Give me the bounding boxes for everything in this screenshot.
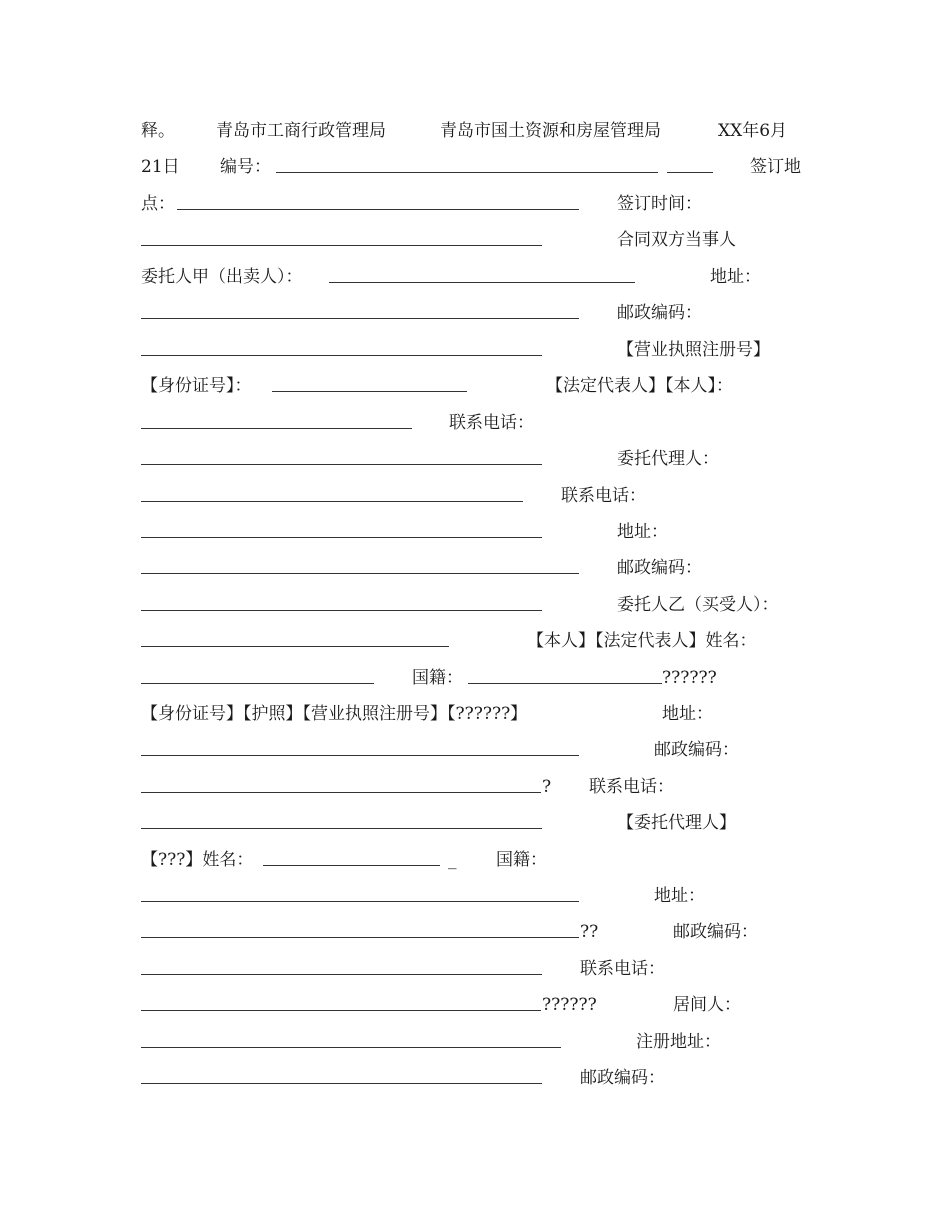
blank-agent-address[interactable] (141, 573, 579, 574)
text-garbled-mark: ? (542, 777, 552, 797)
blank-buyer-postal-code[interactable] (141, 792, 541, 793)
doc-line (0, 1027, 950, 1057)
blank-contract-number[interactable] (276, 172, 658, 173)
blank-signing-place[interactable] (177, 209, 579, 210)
text-date-day: 21日 (141, 157, 180, 177)
label-agent-postal-code: 邮政编码： (617, 558, 702, 578)
text-date-year-month: XX年6月 (718, 121, 788, 141)
doc-line (0, 663, 950, 693)
blank-signing-time[interactable] (141, 245, 542, 246)
doc-line (0, 517, 950, 547)
text-garbled-placeholder: ?????? (662, 668, 717, 688)
blank-principal-b-buyer[interactable] (141, 646, 449, 647)
label-intermediary-postal-code: 邮政编码： (580, 1068, 665, 1088)
heading-contract-parties: 合同双方当事人 (617, 230, 736, 250)
label-contract-number: 编号： (220, 157, 271, 177)
label-business-license-number: 【营业执照注册号】 (617, 340, 770, 360)
blank-agent-phone[interactable] (141, 537, 542, 538)
doc-line (0, 917, 950, 947)
doc-line (0, 371, 950, 401)
label-phone: 联系电话： (449, 413, 534, 433)
label-signing-time: 签订时间： (617, 194, 702, 214)
blank-principal-a-seller[interactable] (329, 282, 635, 283)
doc-line (0, 152, 950, 182)
blank-intermediary[interactable] (141, 1047, 561, 1048)
doc-line (0, 481, 950, 511)
label-signing-place-part1: 签订地 (750, 157, 801, 177)
doc-line (0, 590, 950, 620)
doc-line (0, 298, 950, 328)
label-id-passport-license-options: 【身份证号】【护照】【营业执照注册号】【??????】 (141, 704, 528, 724)
blank-legal-representative[interactable] (141, 428, 412, 429)
blank-agent-postal-code[interactable] (141, 610, 542, 611)
blank-buyer-phone[interactable] (141, 828, 542, 829)
label-postal-code: 邮政编码： (617, 303, 702, 323)
label-agent-phone: 联系电话： (561, 486, 646, 506)
text-garbled-placeholder-2: ?????? (542, 995, 597, 1015)
label-principal-a-seller: 委托人甲（出卖人）： (141, 267, 303, 287)
blank-agent[interactable] (141, 501, 523, 502)
blank-id-number[interactable] (272, 391, 467, 392)
label-self-legal-rep-name: 【本人】【法定代表人】姓名： (527, 631, 757, 651)
doc-line (0, 990, 950, 1020)
blank-postal-code[interactable] (141, 355, 542, 356)
label-buyer-agent-postal-code: 邮政编码： (673, 922, 758, 942)
text-industry-commerce-bureau: 青岛市工商行政管理局 (216, 121, 386, 141)
label-buyer-phone: 联系电话： (589, 777, 674, 797)
doc-line (0, 845, 950, 875)
text-underscore-mark: _ (448, 850, 457, 870)
blank-buyer-name[interactable] (141, 683, 374, 684)
label-agent-name: 【???】姓名： (141, 850, 254, 870)
label-signing-place-part2: 点： (141, 194, 175, 214)
label-principal-b-buyer: 委托人乙（买受人）： (617, 595, 779, 615)
label-registered-address: 注册地址： (636, 1032, 721, 1052)
blank-buyer-agent-postal-code[interactable] (141, 974, 542, 975)
blank-buyer-agent-phone[interactable] (141, 1010, 541, 1011)
doc-line (0, 881, 950, 911)
label-id-number: 【身份证号】： (141, 376, 252, 396)
blank-address[interactable] (141, 318, 579, 319)
label-buyer-agent-phone: 联系电话： (580, 959, 665, 979)
blank-agent-name[interactable] (263, 865, 440, 866)
text-explanation-end: 释。 (141, 121, 175, 141)
doc-line (0, 699, 950, 729)
label-intermediary: 居间人： (673, 995, 741, 1015)
doc-line (0, 116, 950, 146)
label-buyer-address: 地址： (662, 704, 713, 724)
blank-contract-number-suffix[interactable] (667, 172, 713, 173)
label-buyer-agent: 【委托代理人】 (617, 813, 736, 833)
blank-buyer-agent-address[interactable] (141, 937, 579, 938)
label-address: 地址： (710, 267, 761, 287)
doc-line (0, 444, 950, 474)
label-nationality: 国籍： (412, 668, 463, 688)
blank-registered-address[interactable] (141, 1083, 542, 1084)
doc-line (0, 225, 950, 255)
doc-line (0, 954, 950, 984)
doc-line (0, 189, 950, 219)
text-garbled-mark-2: ?? (580, 922, 599, 942)
doc-line (0, 626, 950, 656)
label-buyer-postal-code: 邮政编码： (654, 740, 739, 760)
label-agent-nationality: 国籍： (496, 850, 547, 870)
doc-line (0, 408, 950, 438)
label-agent-address: 地址： (617, 522, 668, 542)
doc-line (0, 772, 950, 802)
doc-line (0, 335, 950, 365)
label-agent: 委托代理人： (617, 449, 719, 469)
blank-nationality[interactable] (468, 683, 662, 684)
doc-line (0, 553, 950, 583)
label-buyer-agent-address: 地址： (654, 886, 705, 906)
doc-line (0, 735, 950, 765)
doc-line (0, 808, 950, 838)
blank-phone[interactable] (141, 464, 542, 465)
text-land-housing-bureau: 青岛市国土资源和房屋管理局 (440, 121, 661, 141)
doc-line (0, 262, 950, 292)
blank-agent-nationality[interactable] (141, 901, 579, 902)
label-legal-representative-self: 【法定代表人】【本人】： (546, 376, 733, 396)
doc-line (0, 1063, 950, 1093)
blank-buyer-address[interactable] (141, 755, 579, 756)
